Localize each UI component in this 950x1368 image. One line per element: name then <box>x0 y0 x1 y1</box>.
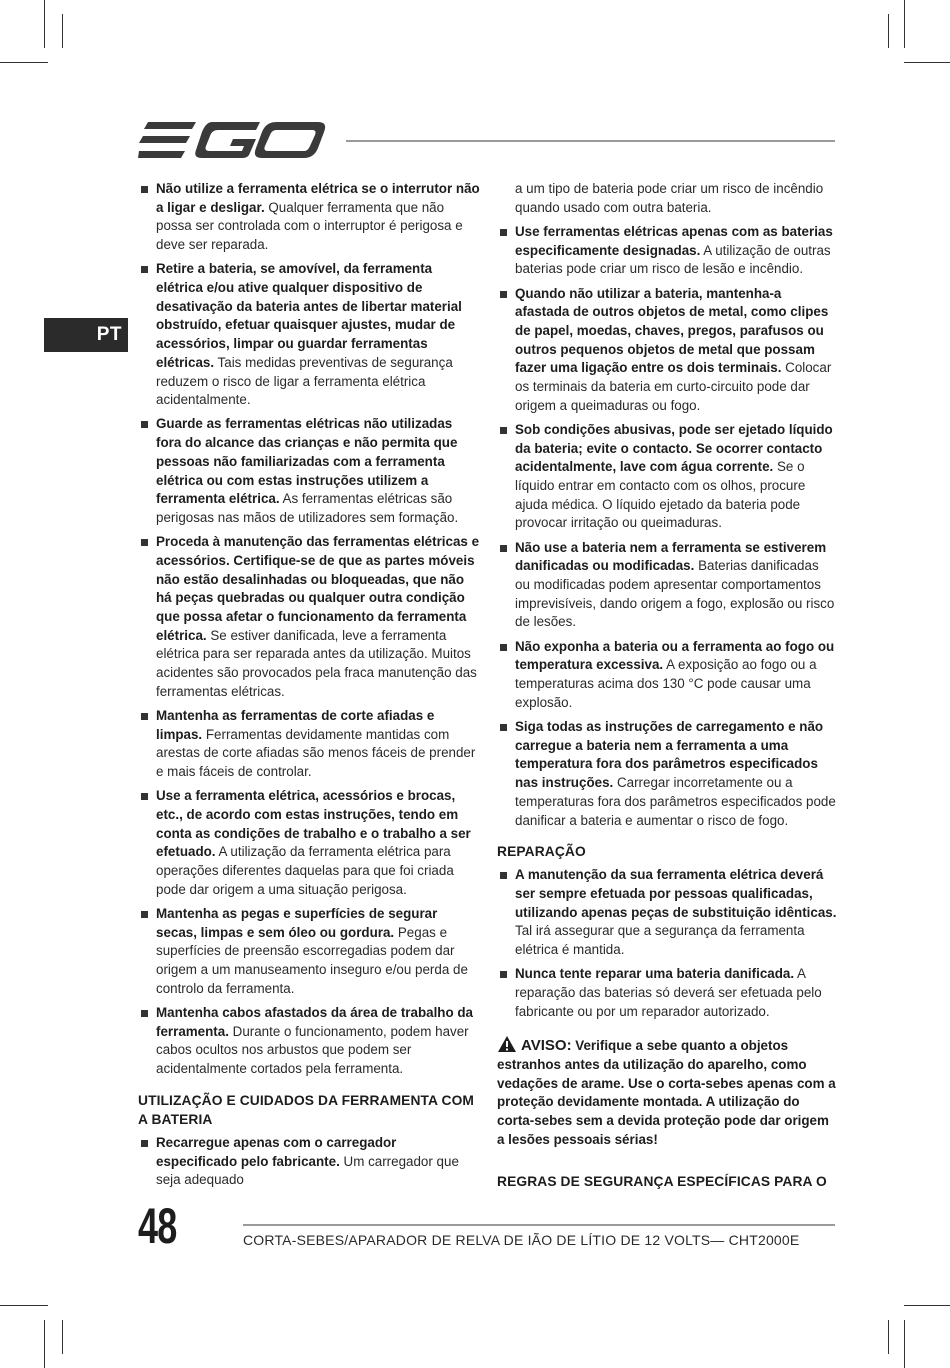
bullet-square-icon <box>141 421 148 428</box>
crop-mark <box>888 1320 889 1354</box>
list-item: Não exponha a bateria ou a ferramenta ao fogo ou temperatura excessiva. A exposição ao fogo ou a temperaturas acima dos 130 °C pode causar uma explosão. <box>497 638 837 713</box>
bullet-square-icon <box>500 644 507 651</box>
bullet-square-icon <box>500 971 507 978</box>
continuation-text: a um tipo de bateria pode criar um risco de incêndio quando usado com outra bateria. <box>515 181 824 215</box>
bullet-square-icon <box>500 291 507 298</box>
list-item: Use ferramentas elétricas apenas com as baterias especificamente designadas. A utilização de outras baterias pode criar um risco de lesão e incêndio. <box>497 223 837 279</box>
crop-mark <box>0 62 48 63</box>
list-item: Recarregue apenas com o carregador especificado pelo fabricante. Um carregador que seja adequado <box>138 1134 480 1190</box>
list-item: Quando não utilizar a bateria, mantenha-a afastada de outros objetos de metal, como clipes de papel, moedas, chaves, pregos, parafusos ou outros pequenos objetos de metal que possam fazer uma ligação entre os dois terminais. Colocar os terminais da bateria em curto-circuito pode dar origem a queimaduras ou fogo. <box>497 285 837 416</box>
bullet-square-icon <box>141 1010 148 1017</box>
list-item: Mantenha cabos afastados da área de trabalho da ferramenta. Durante o funcionamento, podem haver cabos ocultos nos arbustos que podem ser acidentalmente cortados pela ferramenta. <box>138 1004 480 1079</box>
list-item: A manutenção da sua ferramenta elétrica deverá ser sempre efetuada por pessoas qualificadas, utilizando apenas peças de substituição idênticas. Tal irá assegurar que a segurança da ferramenta elétrica é mantida. <box>497 866 837 960</box>
warning-text: Verifique a sebe quanto a objetos estranhos antes da utilização do aparelho, como vedações de arame. Use o corta-sebes apenas com a proteção devidamente montada. A utilização do corta-sebes sem a devida proteção pode dar origem a lesões pessoais sérias! <box>497 1038 836 1147</box>
list-item: Nunca tente reparar uma bateria danificada. A reparação das baterias só deverá ser efetuada pelo fabricante ou por um reparador autorizado. <box>497 965 837 1021</box>
bullet-square-icon <box>141 186 148 193</box>
crop-mark <box>904 0 905 48</box>
crop-mark <box>904 1320 905 1368</box>
page-number: 48 <box>138 1198 177 1254</box>
list-item: Não use a bateria nem a ferramenta se estiverem danificadas ou modificadas. Baterias danificadas ou modificadas podem apresentar comportamentos imprevisíveis, dando origem a fogo, explosão ou risco de lesões. <box>497 539 837 633</box>
list-item: Mantenha as ferramentas de corte afiadas e limpas. Ferramentas devidamente mantidas com arestas de corte afiadas são menos fáceis de prender e mais fáceis de controlar. <box>138 707 480 782</box>
warning-label: AVISO: <box>521 1037 572 1055</box>
list-item: Não utilize a ferramenta elétrica se o interrutor não a ligar e desligar. Qualquer ferramenta que não possa ser controlada com o interruptor é perigosa e deve ser reparada. <box>138 180 480 255</box>
list-item: Use a ferramenta elétrica, acessórios e brocas, etc., de acordo com estas instruções, tendo em conta as condições de trabalho e o trabalho a ser efetuado. A utilização da ferramenta elétrica para operações diferentes daquelas para que foi criada pode dar origem a uma situação perigosa. <box>138 787 480 899</box>
crop-mark <box>62 1320 63 1354</box>
bullet-square-icon <box>500 427 507 434</box>
crop-mark <box>888 14 889 48</box>
ego-logo <box>138 120 326 160</box>
header-rule <box>346 140 835 142</box>
list-item: Sob condições abusivas, pode ser ejetado líquido da bateria; evite o contacto. Se ocorrer contacto acidentalmente, lave com água corrente. Se o líquido entrar em contacto com os olhos, procure ajuda médica. O líquido ejetado da bateria pode provocar irritação ou queimaduras. <box>497 421 837 533</box>
list-item: Retire a bateria, se amovível, da ferramenta elétrica e/ou ative qualquer dispositivo de desativação da bateria antes de libertar material obstruído, efetuar quaisquer ajustes, mudar de acessórios, limpar ou guardar ferramentas elétricas. Tais medidas preventivas de segurança reduzem o risco de ligar a ferramenta elétrica acidentalmente. <box>138 260 480 410</box>
crop-mark <box>0 1305 48 1306</box>
list-item: Guarde as ferramentas elétricas não utilizadas fora do alcance das crianças e não permita que pessoas não familiarizadas com a ferramenta elétrica ou com estas instruções utilizem a ferramenta elétrica. As ferramentas elétricas são perigosas nas mãos de utilizadores sem formação. <box>138 415 480 527</box>
bullet-square-icon <box>500 229 507 236</box>
footer-rule <box>243 1224 835 1226</box>
bullet-square-icon <box>141 713 148 720</box>
crop-mark <box>44 1320 45 1368</box>
crop-mark <box>904 1305 950 1306</box>
warning-block <box>497 1035 837 1149</box>
crop-mark <box>904 62 950 63</box>
bullet-square-icon <box>500 872 507 879</box>
bullet-square-icon <box>141 793 148 800</box>
bullet-square-icon <box>141 911 148 918</box>
battery-section-title: UTILIZAÇÃO E CUIDADOS DA FERRAMENTA COM A BATERIA <box>138 1092 475 1127</box>
bullet-square-icon <box>141 539 148 546</box>
warning-triangle-icon <box>497 1035 517 1053</box>
list-item: Proceda à manutenção das ferramentas elétricas e acessórios. Certifique-se de que as partes móveis não estão desalinhadas ou bloqueadas, que não há peças quebradas ou qualquer outra condição que possa afetar o funcionamento da ferramenta elétrica. Se estiver danificada, leve a ferramenta elétrica para ser reparada antes da utilização. Muitos acidentes são provocados pela fraca manutenção das ferramentas elétricas. <box>138 533 480 701</box>
right-column <box>497 180 837 1196</box>
left-column <box>138 180 480 1195</box>
crop-mark <box>44 0 45 48</box>
bullet-square-icon <box>141 266 148 273</box>
repair-section-title: REPARAÇÃO <box>497 844 586 860</box>
list-item: Mantenha as pegas e superfícies de segurar secas, limpas e sem óleo ou gordura. Pegas e superfícies de preensão escorregadias podem dar origem a um manuseamento inseguro e/ou perda de controlo da ferramenta. <box>138 905 480 999</box>
footer-title: CORTA-SEBES/APARADOR DE RELVA DE IÃO DE LÍTIO DE 12 VOLTS— CHT2000E <box>243 1232 800 1248</box>
bullet-square-icon <box>141 1140 148 1147</box>
crop-mark <box>62 14 63 48</box>
bullet-square-icon <box>500 724 507 731</box>
language-tab: PT <box>44 318 128 352</box>
specific-rules-title: REGRAS DE SEGURANÇA ESPECÍFICAS PARA O <box>497 1173 827 1189</box>
bullet-square-icon <box>500 545 507 552</box>
list-item: Siga todas as instruções de carregamento e não carregue a bateria nem a ferramenta a uma temperatura fora dos parâmetros especificados nas instruções. Carregar incorretamente ou a temperaturas fora dos parâmetros especificados pode danificar a bateria e aumentar o risco de fogo. <box>497 718 837 830</box>
